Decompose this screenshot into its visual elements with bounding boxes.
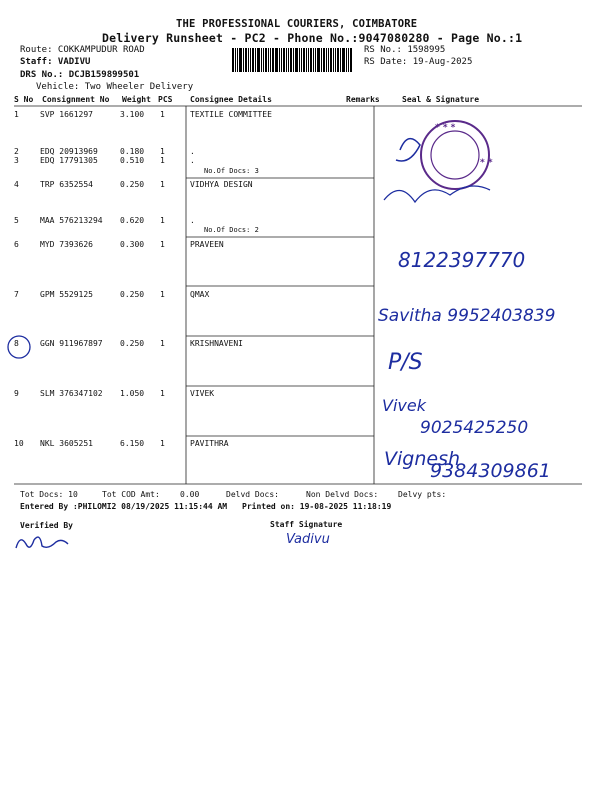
cell-consignee: TEXTILE COMMITTEE (190, 110, 272, 119)
cell-pcs: 1 (160, 240, 165, 249)
handwritten-signature-9-phone: 9025425250 (420, 418, 529, 438)
handwritten-signature-9-name: Vivek (382, 396, 426, 415)
col-sno: S No (14, 95, 34, 104)
cell-sno: 3 (14, 156, 19, 165)
col-weight: Weight (122, 95, 151, 104)
docs-count-note: No.Of Docs: 2 (204, 226, 259, 234)
total-cod-label: Tot COD Amt: (102, 490, 160, 499)
rs-number: RS No.: 1598995 (364, 45, 446, 55)
cell-sno: 5 (14, 216, 19, 225)
col-pcs: PCS (158, 95, 173, 104)
cell-pcs: 1 (160, 156, 165, 165)
cell-sno: 6 (14, 240, 19, 249)
cell-consignment: MYD 7393626 (40, 240, 93, 249)
cell-sno: 8 (14, 339, 19, 348)
cell-sno: 1 (14, 110, 19, 119)
cell-consignee: . (190, 147, 195, 156)
cell-pcs: 1 (160, 110, 165, 119)
cell-weight: 0.620 (120, 216, 145, 225)
table-row (14, 439, 582, 449)
table-row (14, 290, 582, 300)
col-remarks: Remarks (346, 95, 380, 104)
non-delivered-docs-label: Non Delvd Docs: (306, 490, 379, 499)
handwritten-signature-8: P/S (388, 350, 423, 375)
cell-weight: 0.300 (120, 240, 145, 249)
cell-sno: 4 (14, 180, 19, 189)
cell-weight: 6.150 (120, 439, 145, 448)
cell-consignment: GGN 911967897 (40, 339, 103, 348)
cell-consignment: EDQ 20913969 (40, 147, 98, 156)
cell-consignee: PRAVEEN (190, 240, 224, 249)
cell-pcs: 1 (160, 389, 165, 398)
col-seal-signature: Seal & Signature (402, 95, 480, 104)
cell-pcs: 1 (160, 439, 165, 448)
printed-on: Printed on: 19-08-2025 11:18:19 (242, 502, 392, 511)
cell-weight: 1.050 (120, 389, 145, 398)
cell-consignee: . (190, 216, 195, 225)
cell-pcs: 1 (160, 180, 165, 189)
cell-consignee: . (190, 156, 195, 165)
cell-pcs: 1 (160, 216, 165, 225)
runsheet-title: Delivery Runsheet - PC2 - Phone No.:9047080280 - Page No.:1 (102, 31, 523, 45)
cell-sno: 9 (14, 389, 19, 398)
svg-text:* * *: * * * (435, 123, 456, 133)
cell-consignment: MAA 576213294 (40, 216, 103, 225)
seal-stamp (380, 110, 510, 220)
cell-weight: 0.180 (120, 147, 145, 156)
verifier-signature (12, 530, 72, 556)
table-row (14, 389, 582, 399)
total-cod-value: 0.00 (180, 490, 200, 499)
cell-pcs: 1 (160, 147, 165, 156)
cell-sno: 7 (14, 290, 19, 299)
staff-signature: Vadivu (286, 532, 330, 547)
cell-consignee: VIVEK (190, 389, 215, 398)
cell-consignee: VIDHYA DESIGN (190, 180, 253, 189)
handwritten-signature-10-phone: 9384309861 (430, 460, 551, 482)
company-title: THE PROFESSIONAL COURIERS, COIMBATORE (176, 18, 418, 30)
col-consignment: Consignment No (42, 95, 110, 104)
cell-pcs: 1 (160, 339, 165, 348)
cell-weight: 0.510 (120, 156, 145, 165)
cell-sno: 2 (14, 147, 19, 156)
handwritten-signature-7: Savitha 9952403839 (378, 306, 556, 326)
svg-text:* *: * * (480, 158, 493, 168)
rs-date: RS Date: 19-Aug-2025 (364, 57, 473, 67)
cell-consignment: TRP 6352554 (40, 180, 93, 189)
cell-weight: 0.250 (120, 180, 145, 189)
delivery-points-label: Delvy pts: (398, 490, 447, 499)
verified-by-label: Verified By (20, 521, 73, 530)
staff-signature-label: Staff Signature (270, 520, 343, 529)
col-consignee: Consignee Details (190, 95, 272, 104)
route-label: Route: COKKAMPUDUR ROAD (20, 45, 145, 55)
docs-count-note: No.Of Docs: 3 (204, 167, 259, 175)
cell-consignment: GPM 5529125 (40, 290, 93, 299)
cell-weight: 0.250 (120, 339, 145, 348)
vehicle-label: Vehicle: Two Wheeler Delivery (36, 82, 194, 92)
staff-label: Staff: VADIVU (20, 57, 91, 67)
table-row (14, 339, 582, 349)
cell-consignment: NKL 3605251 (40, 439, 93, 448)
cell-consignee: QMAX (190, 290, 210, 299)
cell-consignment: SVP 1661297 (40, 110, 93, 119)
handwritten-signature-6: 8122397770 (398, 248, 526, 272)
cell-consignment: EDQ 17791305 (40, 156, 98, 165)
handwritten-signature-10-name: Vignesh (384, 448, 461, 470)
cell-consignee: PAVITHRA (190, 439, 229, 448)
delivered-docs-label: Delvd Docs: (226, 490, 279, 499)
cell-consignee: KRISHNAVENI (190, 339, 243, 348)
cell-pcs: 1 (160, 290, 165, 299)
cell-weight: 3.100 (120, 110, 145, 119)
cell-sno: 10 (14, 439, 24, 448)
cell-weight: 0.250 (120, 290, 145, 299)
drs-number: DRS No.: DCJB159899501 (20, 70, 140, 80)
entered-by: Entered By :PHILOMI2 08/19/2025 11:15:44 AM (20, 502, 228, 511)
cell-consignment: SLM 376347102 (40, 389, 103, 398)
total-docs: Tot Docs: 10 (20, 490, 78, 499)
circle-mark (6, 334, 32, 360)
